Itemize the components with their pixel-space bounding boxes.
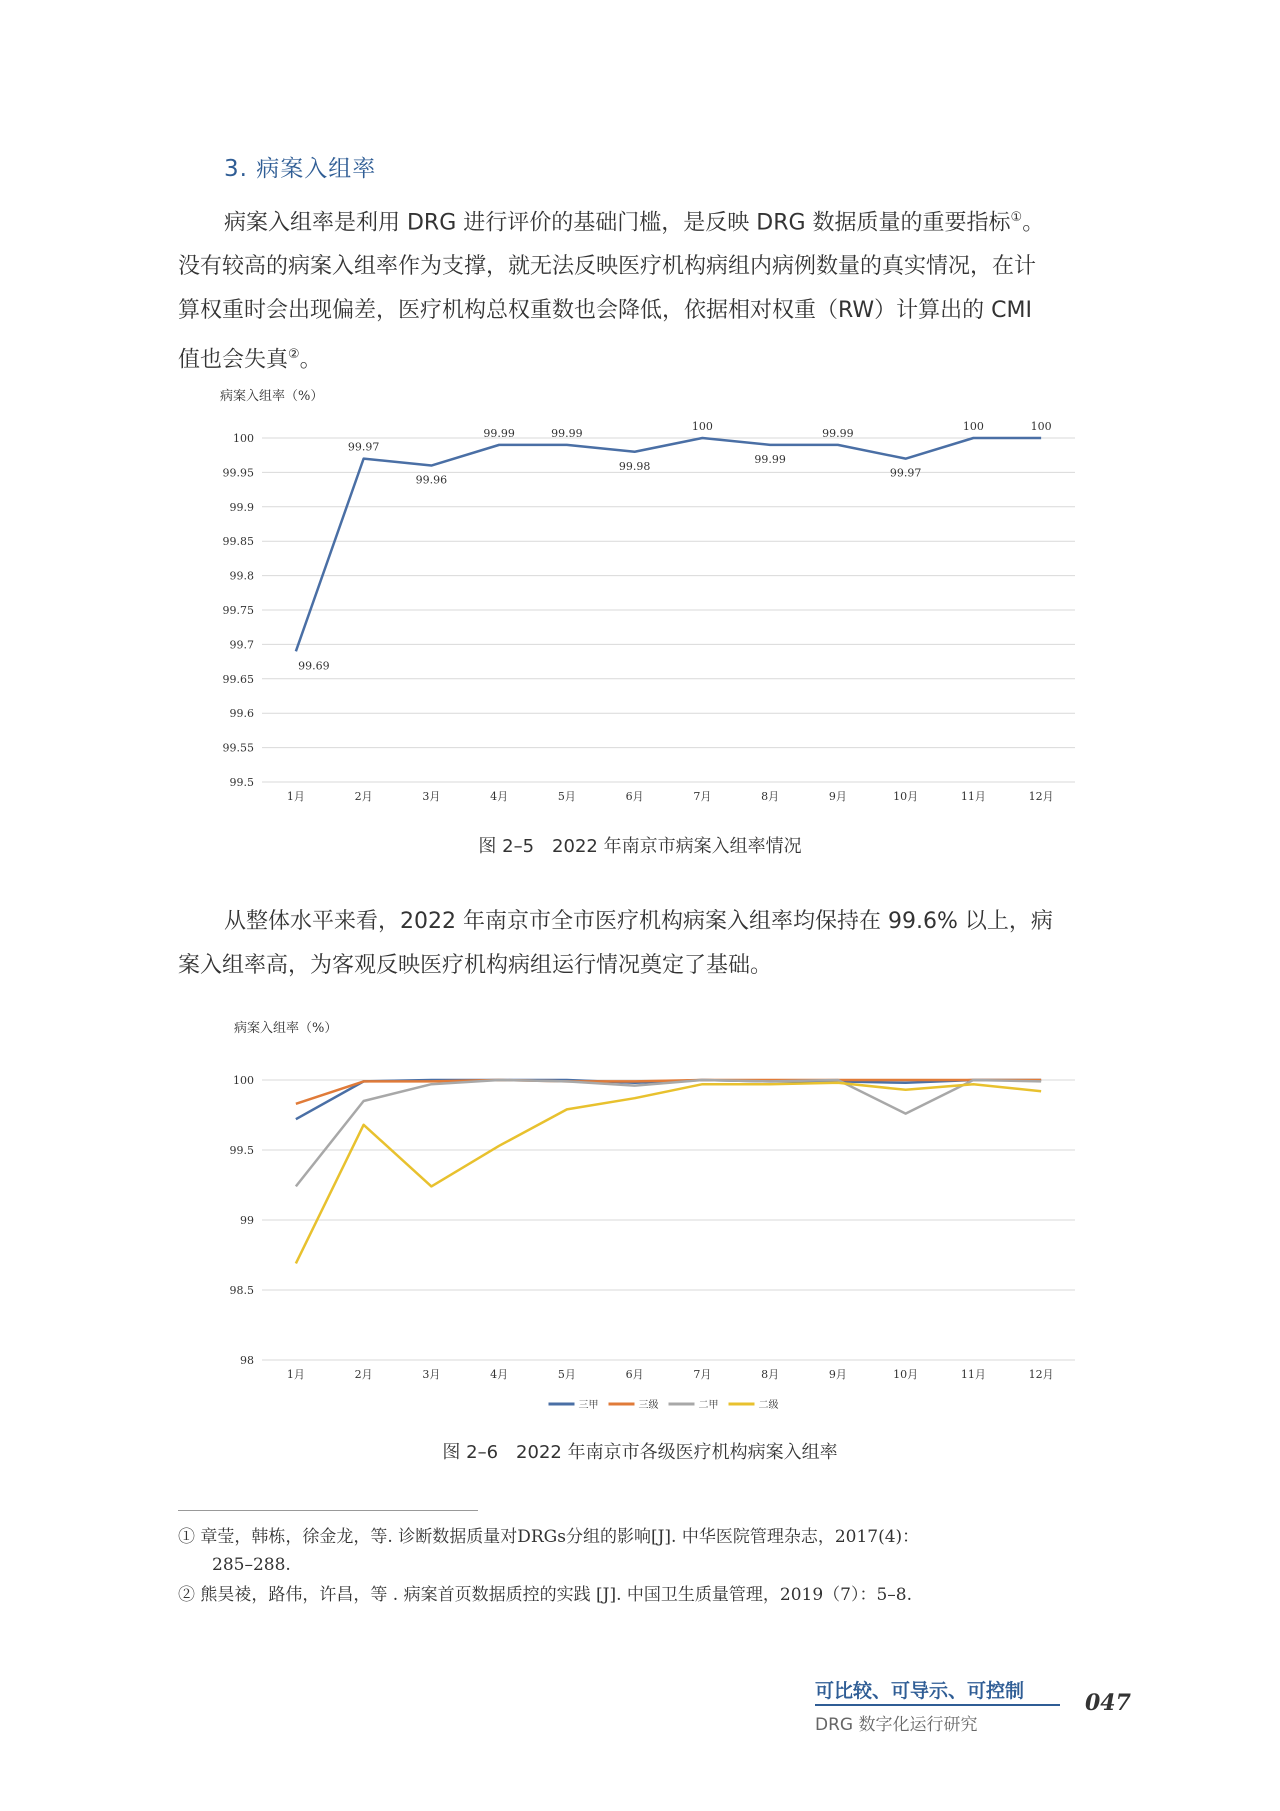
x-tick-label: 11月	[960, 1368, 986, 1381]
y-tick-label: 99.95	[222, 466, 254, 480]
series-line-二级	[296, 1083, 1041, 1264]
y-axis-title: 病案入组率（%）	[220, 389, 324, 404]
footnote-1-line-1: ① 章莹，韩栋，徐金龙，等. 诊断数据质量对DRGs分组的影响[J]. 中华医院管理杂志，2017(4)：	[178, 1527, 920, 1547]
x-tick-label: 6月	[625, 790, 644, 803]
section-title: 3. 病案入组率	[224, 156, 377, 182]
legend-label: 二级	[758, 1400, 779, 1411]
x-tick-label: 9月	[828, 1368, 847, 1381]
y-tick-label: 99.75	[222, 604, 254, 617]
x-tick-label: 7月	[693, 1368, 712, 1381]
x-tick-label: 1月	[286, 790, 305, 803]
paragraph-2-line-2: 案入组率高，为客观反映医疗机构病组运行情况奠定了基础。	[178, 953, 773, 978]
x-tick-label: 7月	[693, 790, 712, 803]
y-tick-label: 99.8	[229, 569, 254, 583]
footnote-ref-2: ②	[288, 347, 300, 363]
y-tick-label: 99.9	[229, 500, 254, 514]
y-tick-label: 100	[233, 1074, 254, 1087]
x-tick-label: 4月	[490, 790, 509, 803]
x-tick-label: 12月	[1028, 790, 1054, 803]
para2-line1-text: 从整体水平来看，2022 年南京市全市医疗机构病案入组率均保持在 99.6% 以上，病	[224, 909, 1053, 934]
para1-line1-text: 病案入组率是利用 DRG 进行评价的基础门槛，是反映 DRG 数据质量的重要指标	[224, 210, 1011, 236]
y-tick-label: 99.5	[229, 776, 254, 789]
data-label: 100	[1030, 420, 1052, 433]
x-tick-label: 12月	[1028, 1368, 1054, 1381]
data-label: 100	[962, 420, 984, 433]
x-tick-label: 1月	[286, 1368, 305, 1381]
x-tick-label: 9月	[828, 790, 847, 803]
x-tick-label: 11月	[960, 790, 986, 803]
x-tick-label: 10月	[893, 790, 919, 803]
y-tick-label: 99.7	[229, 638, 254, 652]
chart-2-6	[210, 1010, 1110, 1430]
legend-label: 三甲	[578, 1400, 599, 1411]
data-label: 99.97	[347, 440, 380, 454]
para1-line4-text: 值也会失真	[178, 347, 289, 373]
y-tick-label: 100	[233, 432, 254, 445]
footnote-1	[178, 1523, 1138, 1579]
data-label: 99.96	[415, 473, 448, 487]
x-tick-label: 3月	[422, 790, 441, 803]
y-tick-label: 99.85	[222, 535, 254, 549]
figure-caption-2-6: 图 2–6 2022 年南京市各级医疗机构病案入组率	[442, 1442, 838, 1463]
paragraph-1-line-3: 算权重时会出现偏差，医疗机构总权重数也会降低，依据相对权重（RW）计算出的 CMI	[178, 298, 1032, 324]
x-tick-label: 4月	[490, 1368, 509, 1381]
series-line-三甲	[296, 1080, 1041, 1119]
paragraph-1-line-2: 没有较高的病案入组率作为支撑，就无法反映医疗机构病组内病例数量的真实情况，在计	[178, 254, 1037, 280]
x-tick-label: 6月	[625, 1368, 644, 1381]
legend-label: 三级	[638, 1400, 659, 1411]
x-tick-label: 8月	[761, 1368, 780, 1381]
data-label: 99.69	[298, 659, 330, 673]
footnote-2: ② 熊昊祾，路伟，许昌，等 . 病案首页数据质控的实践 [J]. 中国卫生质量管理，2019（7）：5–8.	[178, 1585, 913, 1605]
footer-divider	[815, 1704, 1060, 1706]
para1-line1-end: 。	[1022, 210, 1045, 236]
data-label: 99.99	[483, 426, 515, 440]
x-tick-label: 5月	[557, 1368, 576, 1381]
series-line-二甲	[296, 1080, 1041, 1186]
data-label: 99.98	[618, 459, 651, 473]
x-tick-label: 3月	[422, 1368, 441, 1381]
y-tick-label: 99.65	[222, 672, 254, 686]
footer-subtitle: DRG 数字化运行研究	[815, 1715, 978, 1735]
footnote-1-line-2: 285–288.	[212, 1555, 291, 1575]
y-tick-label: 98.5	[229, 1284, 254, 1297]
y-tick-label: 98	[240, 1354, 254, 1367]
series-line-0	[296, 438, 1041, 651]
y-tick-label: 99.5	[229, 1144, 254, 1157]
legend-label: 二甲	[698, 1400, 719, 1411]
paragraph-1-line-4	[178, 333, 1122, 382]
footnote-divider	[178, 1510, 478, 1511]
page-number: 047	[1085, 1690, 1131, 1716]
y-tick-label: 99.6	[229, 707, 254, 721]
chart-2-5-svg	[210, 378, 1110, 818]
paragraph-2	[178, 900, 1122, 988]
data-label: 99.97	[889, 466, 922, 480]
data-label: 99.99	[822, 426, 854, 440]
footnote-ref-1: ①	[1010, 210, 1023, 225]
data-label: 99.99	[754, 452, 786, 466]
para1-line4-end: 。	[299, 347, 322, 373]
footer-title: 可比较、可导示、可控制	[815, 1680, 1025, 1702]
x-tick-label: 5月	[557, 790, 576, 803]
y-axis-title: 病案入组率（%）	[234, 1021, 338, 1036]
figure-caption-2-5: 图 2–5 2022 年南京市病案入组率情况	[478, 836, 802, 857]
chart-2-6-svg	[210, 1010, 1110, 1430]
x-tick-label: 8月	[761, 790, 780, 803]
paragraph-1	[178, 196, 1122, 383]
paragraph-2-line-1	[178, 900, 1122, 944]
x-tick-label: 2月	[354, 790, 373, 803]
x-tick-label: 10月	[893, 1368, 919, 1381]
chart-2-5	[210, 378, 1110, 818]
data-label: 99.99	[551, 426, 583, 440]
y-tick-label: 99.55	[222, 741, 254, 755]
x-tick-label: 2月	[354, 1368, 373, 1381]
data-label: 100	[691, 420, 713, 433]
paragraph-1-line-1	[178, 196, 1122, 245]
y-tick-label: 99	[240, 1214, 254, 1227]
